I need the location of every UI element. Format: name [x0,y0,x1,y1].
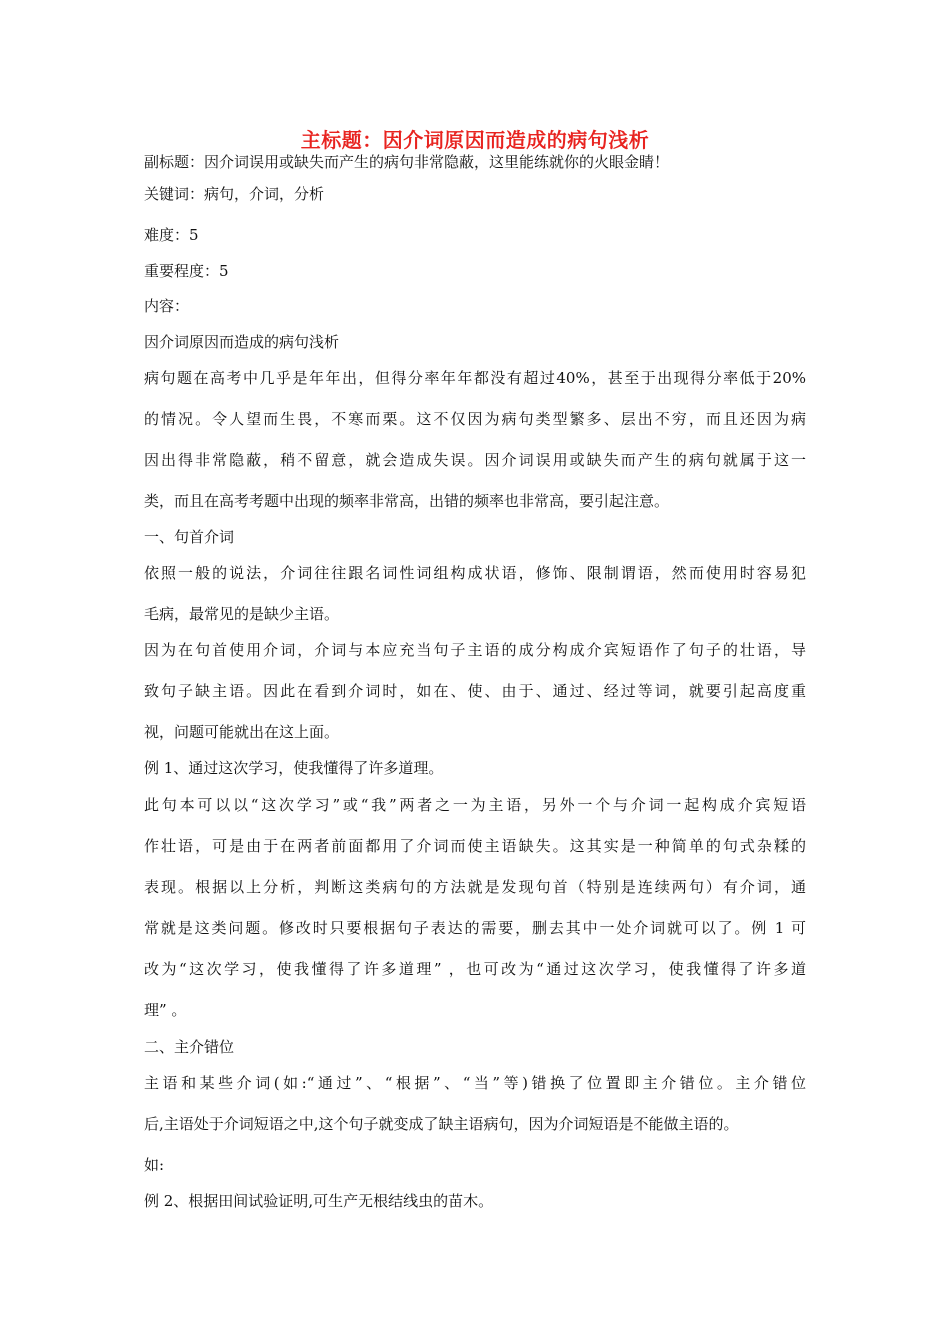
paragraph-line: 类，而且在高考考题中出现的频率非常高，出错的频率也非常高，要引起注意。 [144,492,670,510]
paragraph-line: 致句子缺主语。因此在看到介词时，如在、使、由于、通过、经过等词，就要引起高度重 [144,682,806,700]
section-heading: 二、主介错位 [144,1038,235,1056]
paragraph-line: 的情况。令人望而生畏，不寒而栗。这不仅因为病句类型繁多、层出不穷，而且还因为病 [144,410,806,428]
paragraph-line: 此句本可以以“这次学习”或“我”两者之一为主语，另外一个与介词一起构成介宾短语 [144,796,806,814]
body-heading: 因介词原因而造成的病句浅析 [144,333,340,351]
paragraph-line: 如: [144,1156,165,1174]
difficulty-line: 难度：5 [144,226,199,244]
example-line: 例 2、根据田间试验证明,可生产无根结线虫的苗木。 [144,1192,494,1210]
paragraph-line: 理” 。 [144,1001,187,1019]
section-heading: 一、句首介词 [144,528,235,546]
subtitle-line: 副标题：因介词误用或缺失而产生的病句非常隐蔽，这里能练就你的火眼金睛！ [144,153,670,171]
importance-line: 重要程度：5 [144,262,229,280]
paragraph-line: 作壮语，可是由于在两者前面都用了介词而使主语缺失。这其实是一种简单的句式杂糅的 [144,837,806,855]
paragraph-line: 依照一般的说法，介词往往跟名词性词组构成状语，修饰、限制谓语，然而使用时容易犯 [144,564,806,582]
paragraph-line: 视，问题可能就出在这上面。 [144,723,340,741]
example-line: 例 1、通过这次学习，使我懂得了许多道理。 [144,759,444,777]
paragraph-line: 病句题在高考中几乎是年年出，但得分率年年都没有超过40%，甚至于出现得分率低于20% [144,369,806,387]
keywords-line: 关键词：病句，介词，分析 [144,185,325,203]
paragraph-line: 毛病，最常见的是缺少主语。 [144,605,340,623]
paragraph-line: 常就是这类问题。修改时只要根据句子表达的需要，删去其中一处介词就可以了。例 1 可 [144,919,806,937]
content-label: 内容： [144,297,190,315]
paragraph-line: 表现。根据以上分析，判断这类病句的方法就是发现句首（特别是连续两句）有介词，通 [144,878,806,896]
paragraph-line: 因为在句首使用介词，介词与本应充当句子主语的成分构成介宾短语作了句子的壮语，导 [144,641,806,659]
paragraph-line: 因出得非常隐蔽，稍不留意，就会造成失误。因介词误用或缺失而产生的病句就属于这一 [144,451,806,469]
paragraph-line: 改为“这次学习，使我懂得了许多道理” ，也可改为“通过这次学习，使我懂得了许多道 [144,960,806,978]
main-title: 主标题：因介词原因而造成的病句浅析 [300,128,650,152]
paragraph-line: 主语和某些介词(如:“通过”、“根据”、“当”等)错换了位置即主介错位。主介错位 [144,1074,806,1092]
paragraph-line: 后,主语处于介词短语之中,这个句子就变成了缺主语病句，因为介词短语是不能做主语的。 [144,1115,739,1133]
